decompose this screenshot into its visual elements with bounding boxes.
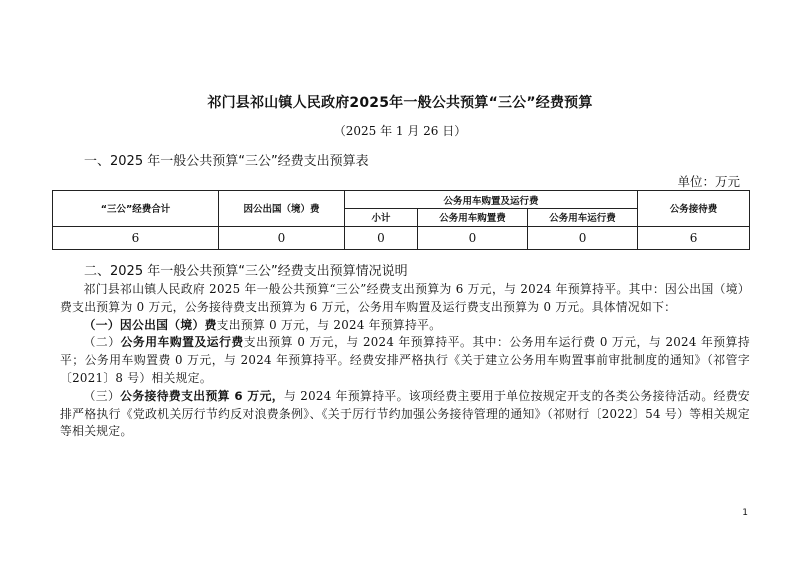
- explanation-body: [60, 281, 750, 441]
- value-reception: 6: [638, 226, 750, 249]
- paragraph-reception: [60, 388, 750, 441]
- value-operation: 0: [528, 226, 638, 249]
- header-reception: 公务接待费: [638, 191, 750, 227]
- paragraph-reception-text: 与 2024 年预算持平。该项经费主要用于单位按规定开支的各类公务接待活动。经费安排严格执行《党政机关厉行节约反对浪费条例》、《关于厉行节约加强公务接待管理的通知》（祁财行〔2022〕54 号）等相关规定等相关规定。: [60, 388, 750, 439]
- paragraph-abroad: [60, 317, 750, 335]
- paragraph-reception-bold: 公务接待费支出预算 6 万元，: [120, 388, 284, 403]
- value-subtotal: 0: [345, 226, 418, 249]
- unit-label: 单位：万元: [677, 174, 740, 189]
- paragraph-vehicle-prefix: （二）: [83, 335, 121, 350]
- paragraph-reception-prefix: （三）: [83, 388, 121, 403]
- value-total: 6: [53, 226, 219, 249]
- paragraph-abroad-bold: （一）因公出国（境）费: [83, 317, 217, 332]
- document-title: 祁门县祁山镇人民政府2025年一般公共预算“三公”经费预算: [207, 95, 593, 111]
- header-abroad: 因公出国（境）费: [219, 191, 345, 227]
- page-number: 1: [742, 508, 748, 518]
- paragraph-abroad-text: 支出预算 0 万元，与 2024 年预算持平。: [216, 317, 442, 332]
- header-subtotal: 小计: [345, 209, 418, 226]
- paragraph-summary: 祁门县祁山镇人民政府 2025 年一般公共预算“三公”经费支出预算为 6 万元，与 2024 年预算持平。其中：因公出国（境）费支出预算为 0 万元，公务接待费支出预算为 6 万元，公务用车购置及运行费支出预算为 0 万元。具体情况如下：: [60, 282, 750, 314]
- paragraph-vehicle-bold: 公务用车购置及运行费: [120, 335, 244, 350]
- paragraph-vehicle-text: 支出预算 0 万元，与 2024 年预算持平。其中：公务用车运行费 0 万元，与 2024 年预算持平；公务用车购置费 0 万元，与 2024 年预算持平。经费安排严格执行《关于建立公务用车购置事前审批制度的通知》（祁管字〔2021〕8 号）相关规定。: [60, 335, 750, 385]
- header-operation: 公务用车运行费: [528, 209, 638, 226]
- document-date: （2025 年 1 月 26 日）: [333, 124, 467, 138]
- header-vehicle-group: 公务用车购置及运行费: [345, 191, 638, 209]
- budget-table: [52, 190, 750, 250]
- section-heading-explanation: 二、2025 年一般公共预算“三公”经费支出预算情况说明: [84, 264, 408, 279]
- value-purchase: 0: [418, 226, 528, 249]
- header-purchase: 公务用车购置费: [418, 209, 528, 226]
- header-total: “三公”经费合计: [53, 191, 219, 227]
- value-abroad: 0: [219, 226, 345, 249]
- paragraph-vehicle: [60, 334, 750, 387]
- section-heading-budget-table: 一、2025 年一般公共预算“三公”经费支出预算表: [84, 154, 369, 169]
